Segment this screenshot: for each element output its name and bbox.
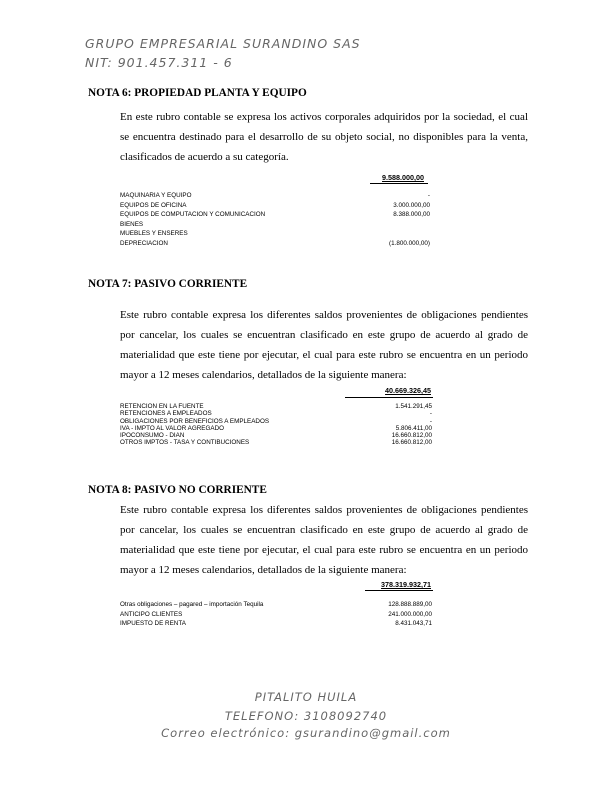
row-value: 8.431.043,71 bbox=[395, 620, 432, 627]
nota-7-total: 40.669.326,45 bbox=[385, 386, 431, 395]
row-label: BIENES bbox=[120, 220, 144, 228]
nota-6-total-rule bbox=[370, 183, 428, 184]
row-label: EQUIPOS DE COMPUTACION Y COMUNICACION bbox=[120, 211, 266, 218]
table-row bbox=[120, 418, 432, 425]
table-row bbox=[120, 432, 432, 439]
nota-7-paragraph: Este rubro contable expresa los diferentes saldos provenientes de obligaciones pendientes por cancelar, los cuales se encuentran clasificado en este grupo de acuerdo al grado de materialidad que este tiene por ejecutar, el cual para este rubro se encuentra en un periodo mayor a 12 meses calendarios, detallados de la siguiente manera: bbox=[120, 309, 528, 381]
table-row bbox=[120, 620, 432, 630]
row-label: IVA - IMPTO AL VALOR AGREGADO bbox=[120, 424, 225, 432]
footer-city: PITALITO HUILA bbox=[254, 690, 358, 704]
footer-phone: TELEFONO: 3108092740 bbox=[224, 709, 388, 723]
row-value: 8.388.000,00 bbox=[393, 211, 430, 218]
table-row bbox=[120, 192, 430, 202]
footer-email: Correo electrónico: gsurandino@gmail.com bbox=[161, 726, 451, 740]
nota-6-paragraph: En este rubro contable se expresa los activos corporales adquiridos por la sociedad, el cual se encuentra destinado para el desarrollo de su objeto social, no disponibles para la venta, clasificados de acuerdo a su categoría. bbox=[120, 111, 528, 163]
row-label: OTROS IMPTOS - TASA Y CONTIBUCIONES bbox=[120, 439, 250, 447]
row-label: Otras obligaciones – pagared – importación Tequila bbox=[120, 601, 264, 608]
nota-6-table bbox=[120, 192, 430, 249]
row-label: IMPUESTO DE RENTA bbox=[120, 620, 186, 627]
row-label: DEPRECIACION bbox=[120, 239, 168, 247]
table-row bbox=[120, 240, 430, 250]
nota-7-total-rule bbox=[345, 397, 433, 398]
row-value: - bbox=[429, 417, 432, 425]
nota-6-total: 9.588.000,00 bbox=[382, 173, 424, 182]
nota-8-table bbox=[120, 601, 432, 630]
nota-8-total-rule bbox=[365, 590, 433, 591]
row-value: 128.888.889,00 bbox=[388, 601, 432, 608]
row-value: 3.000.000,00 bbox=[393, 201, 430, 209]
nota-8-paragraph: Este rubro contable expresa los diferentes saldos provenientes de obligaciones pendientes por cancelar, los cuales se encuentran clasificado en este grupo de acuerdo al grado de materialidad que este tiene por ejecutar, el cual para este rubro se encuentra en un periodo mayor a 12 meses calendarios, detallados de la siguiente manera: bbox=[120, 504, 528, 576]
row-value: 16.660.812,00 bbox=[391, 439, 432, 447]
company-nit: NIT: 901.457.311 - 6 bbox=[85, 55, 233, 70]
row-label: RETENCION EN LA FUENTE bbox=[120, 403, 204, 410]
row-value: 5.806.411,00 bbox=[395, 424, 432, 432]
row-label: OBLIGACIONES POR BENEFICIOS A EMPLEADOS bbox=[120, 417, 270, 425]
row-value: 241.000.000,00 bbox=[388, 610, 432, 618]
table-row bbox=[120, 439, 432, 446]
nota-7-title: NOTA 7: PASIVO CORRIENTE bbox=[88, 278, 248, 290]
table-row bbox=[120, 601, 432, 611]
company-name: GRUPO EMPRESARIAL SURANDINO SAS bbox=[85, 36, 361, 51]
row-value: 16.660.812,00 bbox=[391, 432, 432, 440]
table-row bbox=[120, 230, 430, 240]
row-label: MUEBLES Y ENSERES bbox=[120, 230, 188, 237]
nota-8-total: 378.319.932,71 bbox=[381, 580, 431, 589]
row-value: - bbox=[429, 410, 432, 418]
row-value: 1.541.291,45 bbox=[395, 403, 432, 410]
row-value: - bbox=[427, 192, 430, 199]
table-row bbox=[120, 211, 430, 221]
table-row bbox=[120, 410, 432, 417]
row-label: EQUIPOS DE OFICINA bbox=[120, 201, 187, 209]
nota-6-title: NOTA 6: PROPIEDAD PLANTA Y EQUIPO bbox=[88, 87, 307, 99]
row-value: (1.800.000,00) bbox=[389, 239, 430, 247]
table-row bbox=[120, 221, 430, 231]
row-label: RETENCIONES A EMPLEADOS bbox=[120, 410, 212, 418]
row-label: IPOCONSUMO - DIAN bbox=[120, 432, 185, 440]
row-label: MAQUINARIA Y EQUIPO bbox=[120, 192, 192, 199]
table-row bbox=[120, 202, 430, 212]
table-row bbox=[120, 403, 432, 410]
nota-7-table bbox=[120, 403, 432, 447]
row-label: ANTICIPO CLIENTES bbox=[120, 610, 183, 618]
nota-8-title: NOTA 8: PASIVO NO CORRIENTE bbox=[88, 484, 267, 496]
table-row bbox=[120, 611, 432, 621]
table-row bbox=[120, 425, 432, 432]
